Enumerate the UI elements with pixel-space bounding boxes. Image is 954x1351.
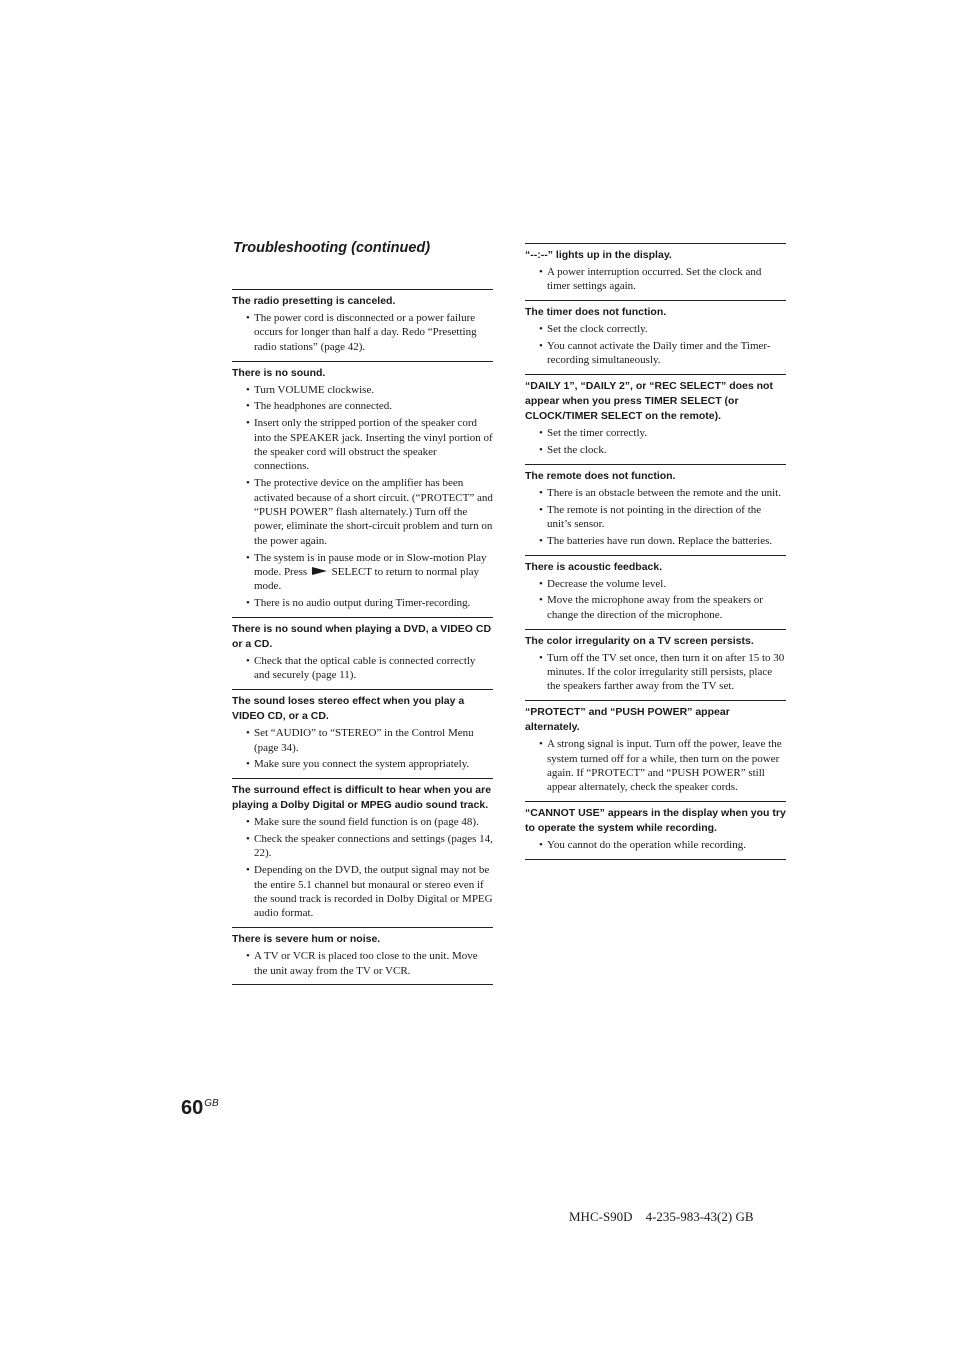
bullet-list <box>525 838 786 852</box>
entry-daily-rec-select <box>525 374 786 464</box>
entry-no-sound-dvd <box>232 617 493 689</box>
entry-title: There is acoustic feedback. <box>525 560 663 573</box>
entry-surround-effect <box>232 778 493 927</box>
bullet-item: • A TV or VCR is placed too close to the unit. Move the unit away from the TV or VCR. <box>232 949 493 978</box>
entry-title: The sound loses stereo effect when you play a VIDEO CD, or a CD. <box>232 695 465 723</box>
bullet-item: • Check the speaker connections and settings (pages 14, 22). <box>232 832 493 861</box>
entry-display-dashes <box>525 243 786 300</box>
bullet-item: • The protective device on the amplifier has been activated because of a short circuit. (“PROTECT” and “PUSH POWER” flash alternately.) Turn off the power, eliminate the short-circuit problem and turn on the power again. <box>232 476 493 548</box>
bullet-item: • The remote is not pointing in the direction of the unit’s sensor. <box>525 503 786 532</box>
entry-title: There is no sound when playing a DVD, a VIDEO CD or a CD. <box>232 623 492 651</box>
entry-title: There is severe hum or noise. <box>232 933 381 946</box>
bullet-item: • Set the timer correctly. <box>525 426 786 440</box>
entry-acoustic-feedback <box>525 555 786 629</box>
entry-title: The remote does not function. <box>525 469 676 482</box>
entry-title: The timer does not function. <box>525 306 667 319</box>
entry-cannot-use <box>525 801 786 860</box>
left-column <box>232 289 493 985</box>
bullet-list <box>525 651 786 694</box>
bullet-item: • A power interruption occurred. Set the clock and timer settings again. <box>525 265 786 294</box>
bullet-item: • There is an obstacle between the remote and the unit. <box>525 486 786 500</box>
entry-color-irregularity <box>525 629 786 701</box>
bullet-item: • The power cord is disconnected or a power failure occurs for longer than half a day. Redo “Presetting radio stations” (page 42). <box>232 311 493 354</box>
entry-title: The radio presetting is canceled. <box>232 295 396 307</box>
entry-timer <box>525 300 786 374</box>
bullet-list <box>525 322 786 368</box>
bullet-item: • Decrease the volume level. <box>525 577 786 591</box>
play-triangle-icon <box>312 567 327 575</box>
bullet-list <box>232 949 493 978</box>
section-title: Troubleshooting (continued) <box>233 240 431 256</box>
bullet-item: • There is no audio output during Timer-recording. <box>232 596 493 610</box>
bullet-item: • The batteries have run down. Replace the batteries. <box>525 534 786 548</box>
right-column <box>525 243 786 860</box>
bullet-list <box>525 265 786 294</box>
bullet-item: • Turn VOLUME clockwise. <box>232 383 493 397</box>
bullet-item: • Move the microphone away from the speakers or change the direction of the microphone. <box>525 593 786 622</box>
bullet-list <box>525 426 786 457</box>
bullet-list <box>232 383 493 611</box>
bullet-item: • Check that the optical cable is connected correctly and securely (page 11). <box>232 654 493 683</box>
entry-no-sound <box>232 361 493 617</box>
bullet-text: SELECT to return to normal play mode. <box>254 566 480 593</box>
bullet-list <box>232 726 493 772</box>
entry-protect-push-power <box>525 700 786 801</box>
entry-hum-noise <box>232 927 493 985</box>
bullet-item: • Insert only the stripped portion of the speaker cord into the SPEAKER jack. Inserting the vinyl portion of the speaker cord will obstruct the speaker connections. <box>232 416 493 474</box>
entry-radio-presetting <box>232 289 493 361</box>
bullet-item-pause-mode <box>232 551 493 594</box>
bullet-item: • The headphones are connected. <box>232 399 493 413</box>
bullet-list <box>525 737 786 795</box>
entry-title: “DAILY 1”, “DAILY 2”, or “REC SELECT” does not appear when you press TIMER SELECT (or CLOCK/TIMER SELECT on the remote). <box>525 380 773 423</box>
model-code: MHC-S90D 4-235-983-43(2) GB <box>569 1209 754 1224</box>
bullet-text: The system is in pause mode or in Slow-motion Play mode. Press <box>254 551 487 579</box>
bullet-list <box>525 486 786 548</box>
bullet-list <box>525 577 786 623</box>
bullet-item: • You cannot do the operation while recording. <box>525 838 786 852</box>
entry-title: The surround effect is difficult to hear when you are playing a Dolby Digital or MPEG audio sound track. <box>232 784 492 812</box>
entry-title: “CANNOT USE” appears in the display when you try to operate the system while recording. <box>525 807 786 835</box>
entry-title: The color irregularity on a TV screen persists. <box>525 634 754 647</box>
page-number <box>181 1097 219 1120</box>
bullet-list <box>232 815 493 921</box>
bullet-list <box>232 311 493 354</box>
page-number-value: 60 <box>181 1097 204 1119</box>
bullet-item: • Make sure you connect the system appropriately. <box>232 757 493 771</box>
entry-title: “--:--” lights up in the display. <box>525 249 672 261</box>
entry-title: There is no sound. <box>232 366 326 379</box>
page-number-suffix: GB <box>204 1098 219 1109</box>
bullet-item: • Turn off the TV set once, then turn it on after 15 to 30 minutes. If the color irregularity still persists, place the speakers farther away from the TV set. <box>525 651 786 694</box>
entry-title: “PROTECT” and “PUSH POWER” appear alternately. <box>525 706 730 734</box>
bullet-item: • Set “AUDIO” to “STEREO” in the Control Menu (page 34). <box>232 726 493 755</box>
bullet-item: • You cannot activate the Daily timer and the Timer-recording simultaneously. <box>525 339 786 368</box>
bullet-item: • Make sure the sound field function is on (page 48). <box>232 815 493 829</box>
bullet-item: • A strong signal is input. Turn off the power, leave the system turned off for a while, then turn on the power again. If “PROTECT” and “PUSH POWER” still appear alternately, check the speaker cords. <box>525 737 786 795</box>
bullet-item: • Set the clock correctly. <box>525 322 786 336</box>
entry-remote <box>525 464 786 555</box>
bullet-item: • Depending on the DVD, the output signal may not be the entire 5.1 channel but monaural or stereo even if the sound track is recorded in Dolby Digital or MPEG audio format. <box>232 863 493 921</box>
entry-stereo-effect <box>232 689 493 778</box>
bullet-list <box>232 654 493 683</box>
bullet-item: • Set the clock. <box>525 443 786 457</box>
